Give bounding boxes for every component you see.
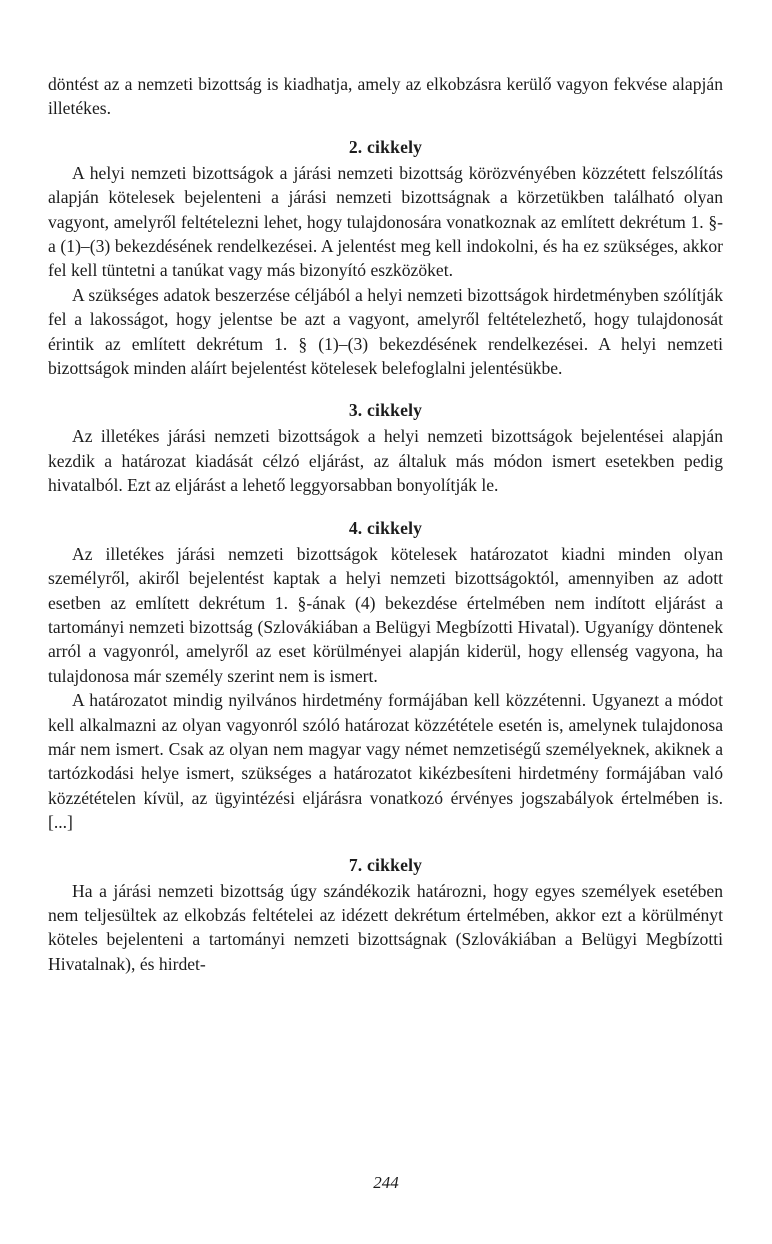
paragraph: A határozatot mindig nyilvános hirdetmény formájában kell közzétenni. Ugyanezt a módot kell alkalmazni az olyan vagyonról szóló határozat közzététele esetén is, amelynek tulajdonosa már nem ismert. Csak az olyan nem magyar vagy német nemzetiségű személyeknek, akiknek a tartózkodási helye ismert, szükséges a határozatot kikézbesíteni hirdetmény formájában való közzétételen kívül, az ügyintézési eljárásra vonatkozó érvényes jogszabályok értelmében is. [...] [48, 690, 723, 833]
section-cikkely-7 [48, 853, 723, 977]
paragraph: A szükséges adatok beszerzése céljából a helyi nemzeti bizottságok hirdetményben szólítják fel a lakosságot, hogy jelentse be azt a vagyont, amelyről feltételezhető, hogy tulajdonosát érintik az említett dekrétum 1. § (1)–(3) bekezdésének rendelkezései. A helyi nemzeti bizottságok minden aláírt bejelentést kötelesek belefoglalni jelentésükbe. [48, 284, 723, 379]
paragraph: Az illetékes járási nemzeti bizottságok a helyi nemzeti bizottságok bejelentései alapján kezdik a határozat kiadását célzó eljárást, az általuk más módon ismert esetekben pedig hivatalból. Ezt az eljárást a lehető leggyorsabban bonyolítják le. [48, 426, 723, 496]
section-heading: 7. cikkely [348, 854, 423, 875]
section-cikkely-2 [48, 135, 723, 381]
section-heading: 2. cikkely [348, 136, 423, 157]
section-cikkely-3 [48, 398, 723, 497]
page-number: 244 [373, 1173, 399, 1192]
paragraph: Az illetékes járási nemzeti bizottságok kötelesek határozatot kiadni minden olyan személyről, akiről bejelentést kaptak a helyi nemzeti bizottságoktól, amennyiben az adott esetben az említett dekrétum 1. §-ának (4) bekezdése értelmében nem indított eljárást a tartományi nemzeti bizottság (Szlovákiában a Belügyi Megbízotti Hivatal). Ugyanígy döntenek arról a vagyonról, amelyről az eset körülményei alapján kiderül, hogy ellenség vagyona, ha tulajdonosa már személy szerint nem is ismert. [48, 543, 723, 686]
section-cikkely-4 [48, 516, 723, 835]
paragraph: A helyi nemzeti bizottságok a járási nemzeti bizottság körözvényében közzétett felszólítás alapján kötelesek bejelenteni a járási nemzeti bizottságnak a körzetükben található olyan vagyont, amelyről feltételezni lehet, hogy tulajdonosára vonatkoznak az említett dekrétum 1. §-a (1)–(3) bekezdésének rendelkezései. A jelentést meg kell indokolni, és ha ez szükséges, akkor fel kell tüntetni a tanúkat vagy más bizonyító eszközöket. [48, 162, 723, 281]
section-heading: 3. cikkely [348, 400, 423, 421]
paragraph: Ha a járási nemzeti bizottság úgy szándékozik határozni, hogy egyes személyek esetében nem teljesültek az elkobzás feltételei az idézett dekrétum értelmében, akkor ezt a körülményt köteles bejelenteni a tartományi nemzeti bizottságnak (Szlovákiában a Belügyi Megbízotti Hivatalnak), és hirdet- [48, 880, 723, 974]
section-heading: 4. cikkely [348, 517, 423, 538]
body-text [48, 72, 723, 976]
intro-paragraph: döntést az a nemzeti bizottság is kiadhatja, amely az elkobzásra kerülő vagyon fekvése alapján illetékes. [48, 74, 723, 119]
